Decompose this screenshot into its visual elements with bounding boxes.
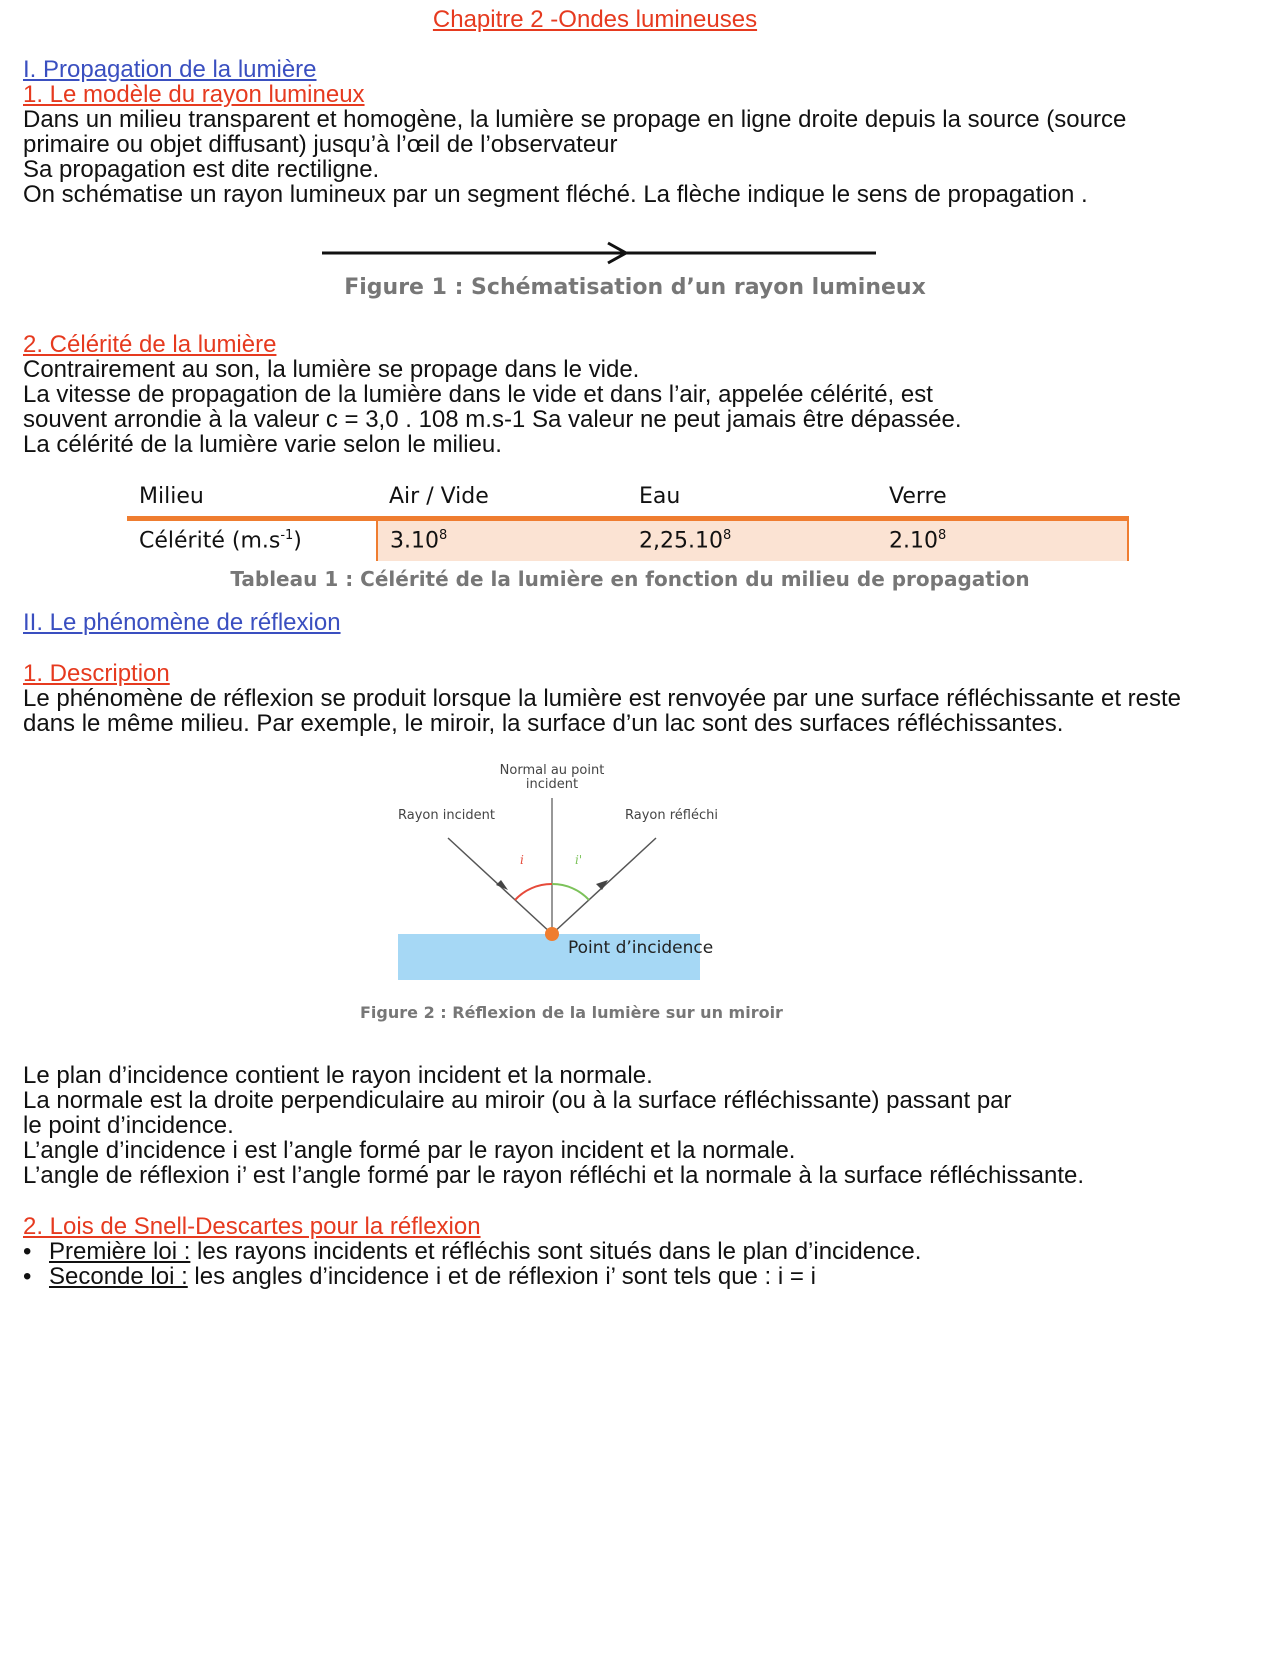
normal-label: incident — [525, 777, 579, 792]
table-cell: 2,25.10$^8$ — [627, 519, 877, 562]
section-1-2-heading: 2. Célérité de la lumière — [23, 331, 277, 358]
table-cell: 3.10$^8$ — [377, 519, 627, 562]
paragraph-line: primaire ou objet diffusant) jusqu’à l’œil de l’observateur — [23, 131, 618, 158]
figure-1-caption: Figure 1 : Schématisation d’un rayon lumineux — [344, 275, 926, 300]
paragraph-line: le point d’incidence. — [23, 1112, 234, 1139]
table-row — [127, 519, 1128, 562]
paragraph-line: Le plan d’incidence contient le rayon incident et la normale. — [23, 1062, 653, 1089]
law-text: les angles d’incidence i et de réflexion i’ sont tels que : i = i — [187, 1263, 816, 1290]
celerity-table — [127, 476, 1129, 561]
incidence-point — [545, 927, 559, 941]
incidence-point-label: Point d’incidence — [568, 938, 714, 958]
angle-i-prime-label: i' — [575, 853, 583, 867]
normal-label: Normal au point — [499, 763, 605, 778]
paragraph-line: La vitesse de propagation de la lumière dans le vide et dans l’air, appelée célérité, est — [23, 381, 933, 408]
table-header-cell: Verre — [877, 476, 1128, 519]
table-header-cell: Air / Vide — [377, 476, 627, 519]
law-text: les rayons incidents et réfléchis sont situés dans le plan d’incidence. — [190, 1238, 922, 1265]
table-1-caption: Tableau 1 : Célérité de la lumière en fonction du milieu de propagation — [230, 567, 1030, 591]
paragraph-line: Dans un milieu transparent et homogène, la lumière se propage en ligne droite depuis la source (source — [23, 106, 1127, 133]
reflection-diagram — [360, 760, 780, 1020]
section-1-heading: I. Propagation de la lumière — [23, 56, 317, 83]
paragraph-line: souvent arrondie à la valeur c = 3,0 . 108 m.s-1 Sa valeur ne peut jamais être dépassée. — [23, 406, 962, 433]
paragraph-line: On schématise un rayon lumineux par un segment fléché. La flèche indique le sens de propagation . — [23, 181, 1088, 208]
table-header-cell: Eau — [627, 476, 877, 519]
paragraph-line: La normale est la droite perpendiculaire au miroir (ou à la surface réfléchissante) passant par — [23, 1087, 1012, 1114]
bullet-icon: • — [23, 1238, 32, 1265]
law-label: Seconde loi : — [49, 1263, 188, 1290]
paragraph-line: dans le même milieu. Par exemple, le miroir, la surface d’un lac sont des surfaces réfléchissantes. — [23, 710, 1064, 737]
law-list-item — [23, 1239, 921, 1265]
ray-arrow-figure — [320, 238, 880, 268]
reflected-arrow-icon — [596, 880, 608, 890]
paragraph-line: L’angle d’incidence i est l’angle formé par le rayon incident et la normale. — [23, 1137, 796, 1164]
table-row-label: Célérité $(m.s^{-1})$ — [127, 519, 377, 562]
paragraph-line: Le phénomène de réflexion se produit lorsque la lumière est renvoyée par une surface réfléchissante et reste — [23, 685, 1182, 712]
paragraph-line: Contrairement au son, la lumière se propage dans le vide. — [23, 356, 640, 383]
table-header-row — [127, 476, 1128, 519]
law-list-item — [23, 1264, 816, 1290]
incident-ray-label: Rayon incident — [398, 808, 495, 823]
table-header-cell: Milieu — [127, 476, 377, 519]
section-2-1-heading: 1. Description — [23, 660, 170, 687]
angle-i-prime-arc — [552, 884, 589, 900]
bullet-icon: • — [23, 1263, 32, 1290]
law-label: Première loi : — [49, 1238, 191, 1265]
paragraph-line: Sa propagation est dite rectiligne. — [23, 156, 380, 183]
section-2-2-heading: 2. Lois de Snell-Descartes pour la réflexion — [23, 1213, 481, 1240]
angle-i-arc — [515, 884, 552, 900]
paragraph-line: La célérité de la lumière varie selon le milieu. — [23, 431, 502, 458]
section-2-heading: II. Le phénomène de réflexion — [23, 609, 341, 636]
table-cell: 2.10$^8$ — [877, 519, 1128, 562]
figure-2-caption: Figure 2 : Réflexion de la lumière sur un miroir — [360, 1003, 783, 1022]
page-title: Chapitre 2 -Ondes lumineuses — [432, 6, 758, 33]
reflected-ray-label: Rayon réfléchi — [625, 808, 718, 823]
angle-i-label: i — [520, 853, 524, 867]
section-1-1-heading: 1. Le modèle du rayon lumineux — [23, 81, 365, 108]
paragraph-line: L’angle de réflexion i’ est l’angle formé par le rayon réfléchi et la normale à la surface réfléchissante. — [23, 1162, 1085, 1189]
